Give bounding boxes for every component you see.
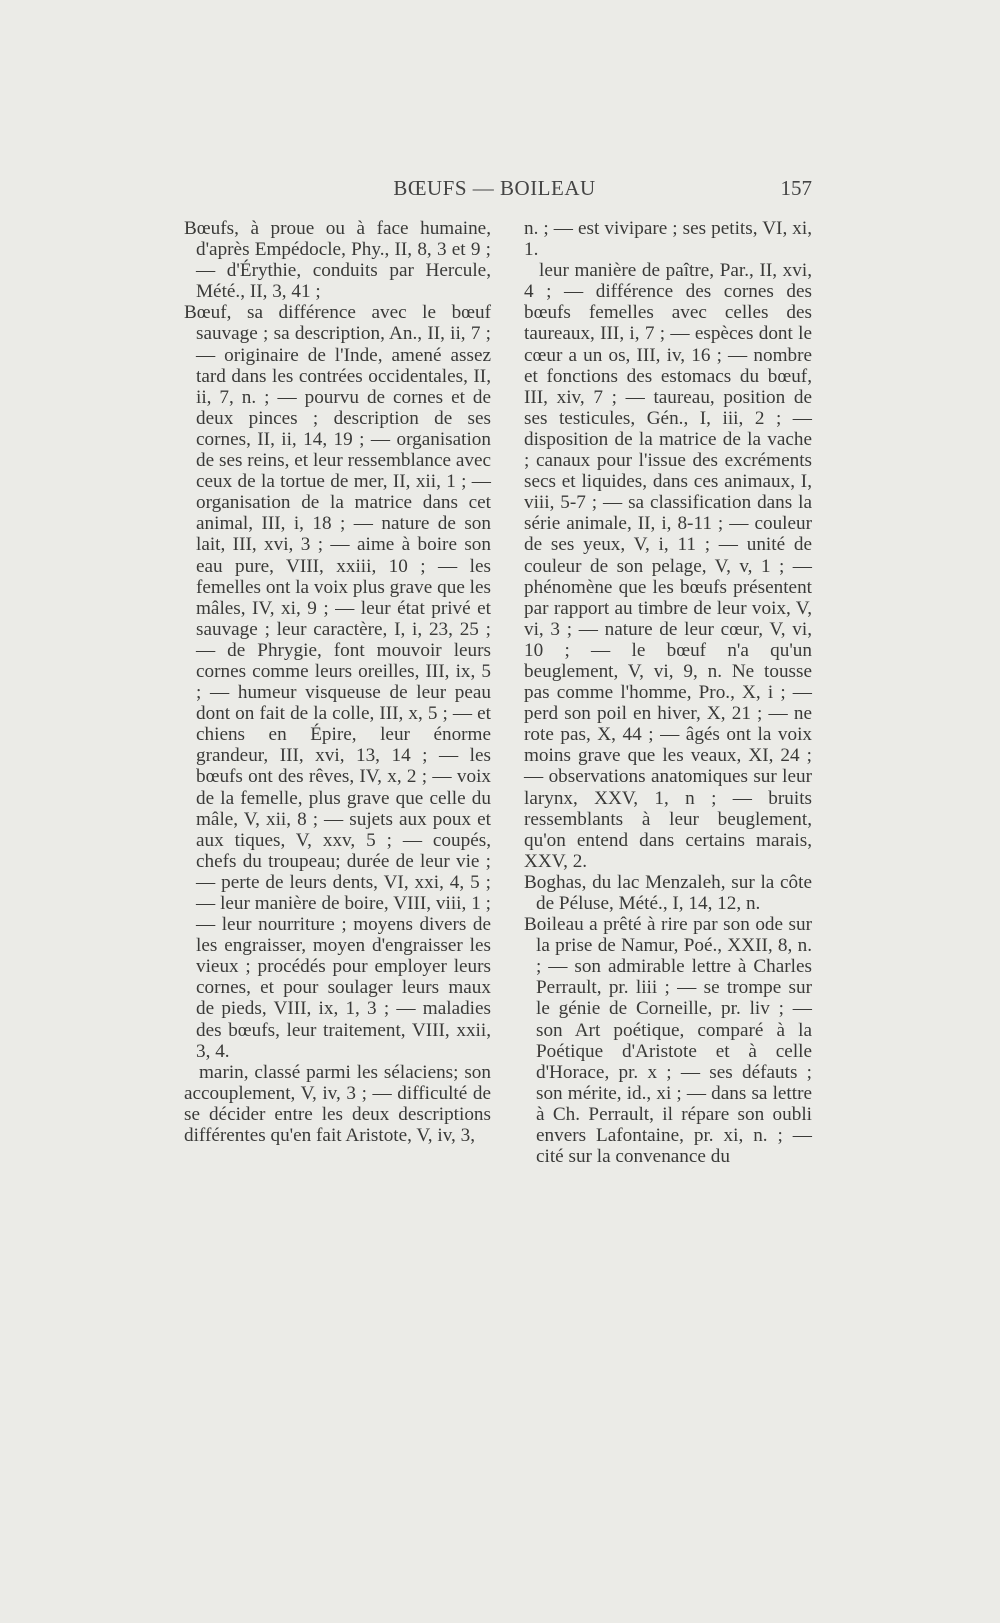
index-entry-boghas: Boghas, du lac Menzaleh, sur la côte de Péluse, Mété., I, 14, 12, n. — [524, 871, 812, 914]
right-column — [524, 218, 812, 1167]
index-entry-continuation: n. ; — est vivipare ; ses petits, VI, xi, 1. — [524, 218, 812, 261]
index-subentry-paitre: leur manière de paître, Par., II, xvi, 4 ; — différence des cornes des bœufs femelles avec celles des taureaux, III, i, 7 ; — espèces dont le cœur a un os, III, iv, 16 ; — nombre et fonctions des estomacs du bœuf, III, xiv, 7 ; — taureau, position de ses testicules, Gén., I, iii, 2 ; — disposition de la matrice de la vache ; canaux pour l'issue des excréments secs et liquides, dans ces animaux, I, viii, 5-7 ; — sa classification dans la série animale, II, i, 8-11 ; — couleur de ses yeux, V, i, 11 ; — unité de couleur de son pelage, V, v, 1 ; — phénomène que les bœufs présentent par rapport au timbre de leur voix, V, vi, 3 ; — nature de leur cœur, V, vi, 10 ; — le bœuf n'a qu'un beuglement, V, vi, 9, n. Ne tousse pas comme l'homme, Pro., X, i ; — perd son poil en hiver, X, 21 ; — ne rote pas, X, 44 ; — âgés ont la voix moins grave que les veaux, XI, 24 ; — observations anatomiques sur leur larynx, XXV, 1, n ; — bruits ressemblants à leur beuglement, qu'on entend dans certains marais, XXV, 2. — [524, 260, 812, 872]
left-column — [184, 218, 491, 1146]
header-title: BŒUFS — BOILEAU — [393, 176, 596, 200]
index-subentry-marin: marin, classé parmi les sélaciens; son accouplement, V, iv, 3 ; — difficulté de se décider entre les deux descriptions différentes qu'en fait Aristote, V, iv, 3, — [184, 1061, 491, 1147]
page-number: 157 — [780, 176, 812, 200]
index-entry-boileau: Boileau a prêté à rire par son ode sur la prise de Namur, Poé., XXII, 8, n. ; — son admirable lettre à Charles Perrault, pr. liii ; — se trompe sur le génie de Corneille, pr. liv ; — son Art poétique, comparé à la Poétique d'Aristote et à celle d'Horace, pr. x ; — ses défauts ; son mérite, id., xi ; — dans sa lettre à Ch. Perrault, il répare son oubli envers Lafontaine, pr. xi, n. ; — cité sur la convenance du — [524, 914, 812, 1168]
running-header — [177, 176, 812, 210]
index-entry-boeuf: Bœuf, sa différence avec le bœuf sauvage ; sa description, An., II, ii, 7 ; — originaire de l'Inde, amené assez tard dans les contrées occidentales, II, ii, 7, n. ; — pourvu de cornes et de deux pinces ; description de ses cornes, II, ii, 14, 19 ; — organisation de ses reins, et leur ressemblance avec ceux de la tortue de mer, II, xii, 1 ; — organisation de la matrice dans cet animal, III, i, 18 ; — nature de son lait, III, xvi, 3 ; — aime à boire son eau pure, VIII, xxiii, 10 ; — les femelles ont la voix plus grave que les mâles, IV, xi, 9 ; — leur état privé et sauvage ; leur caractère, I, i, 23, 25 ; — de Phrygie, font mouvoir leurs cornes comme leurs oreilles, III, ix, 5 ; — humeur visqueuse de leur peau dont on fait de la colle, III, x, 5 ; — et chiens en Épire, leur énorme grandeur, III, xvi, 13, 14 ; — les bœufs ont des rêves, IV, x, 2 ; — voix de la femelle, plus grave que celle du mâle, V, xii, 8 ; — sujets aux poux et aux tiques, V, xxv, 5 ; — coupés, chefs du troupeau; durée de leur vie ; — perte de leurs dents, VI, xxi, 4, 5 ; — leur manière de boire, VIII, viii, 1 ; — leur nourriture ; moyens divers de les engraisser, moyen d'engraisser les vieux ; procédés pour employer leurs cornes, et pour soulager leurs maux de pieds, VIII, ix, 1, 3 ; — maladies des bœufs, leur traitement, VIII, xxii, 3, 4. — [184, 302, 491, 1062]
index-entry-boeufs: Bœufs, à proue ou à face humaine, d'après Empédocle, Phy., II, 8, 3 et 9 ; — d'Érythie, conduits par Hercule, Mété., II, 3, 41 ; — [184, 218, 491, 303]
